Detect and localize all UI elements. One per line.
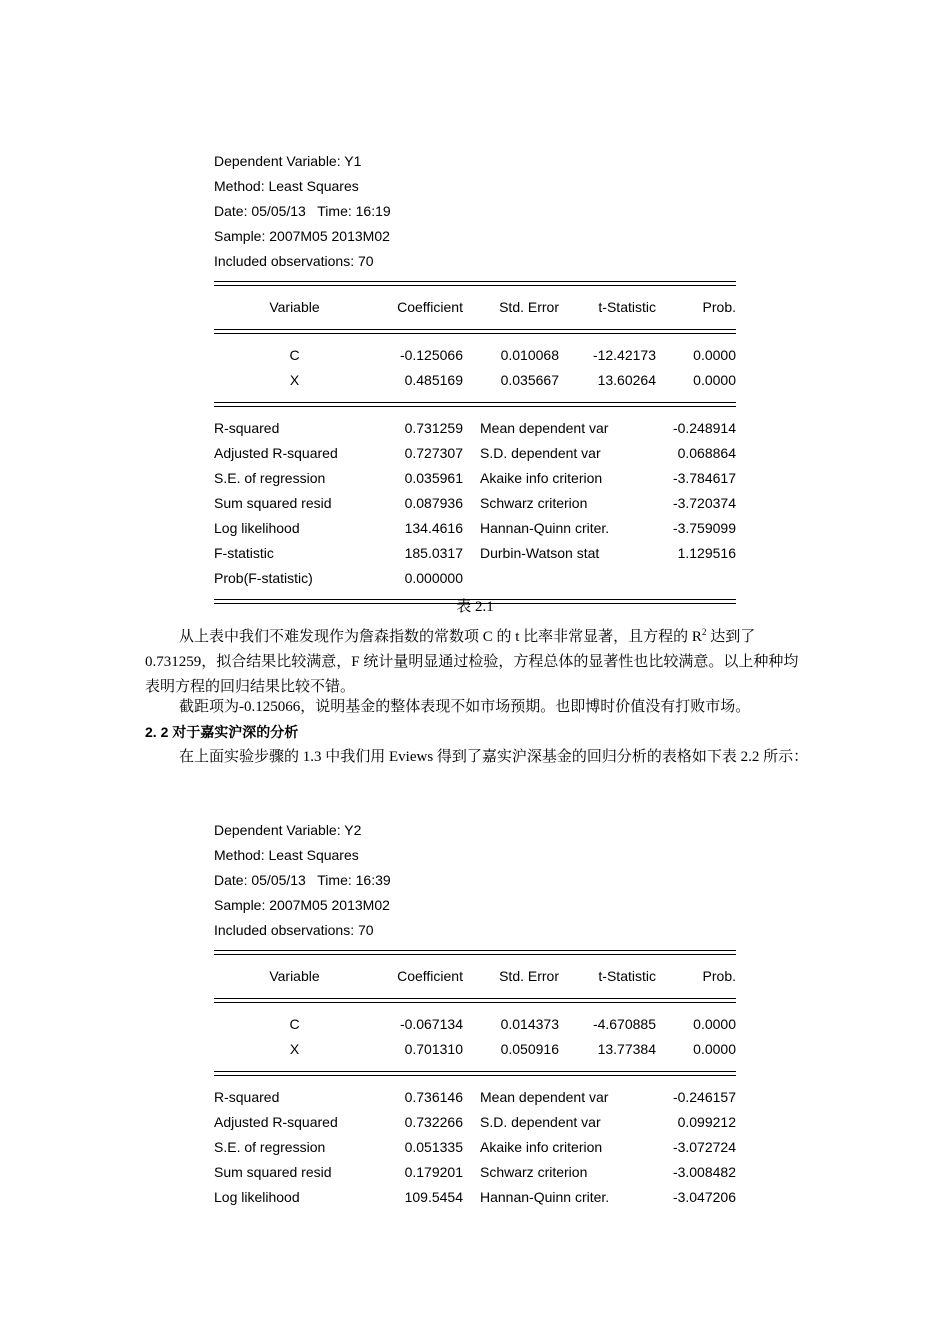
stat-label: S.E. of regression (214, 470, 326, 486)
column-header: Std. Error (499, 299, 559, 315)
stat-label: Adjusted R-squared (214, 445, 338, 461)
regression-table-1 (214, 149, 736, 604)
column-header-row (214, 286, 736, 329)
cell: 0.0000 (693, 1016, 736, 1032)
stat-label: R-squared (214, 420, 280, 436)
paragraph-3: 在上面实验步骤的 1.3 中我们用 Eviews 得到了嘉实沪深基金的回归分析的表格如下表 2.2 所示： (179, 749, 809, 765)
cell: 0.485169 (404, 372, 463, 388)
column-header: Std. Error (499, 968, 559, 984)
column-header: Prob. (702, 299, 736, 315)
stat-label: Akaike info criterion (480, 1139, 603, 1155)
superscript: 2 (701, 627, 707, 637)
stat-value: 0.087936 (404, 495, 463, 511)
stat-value: 0.099212 (677, 1114, 736, 1130)
stat-value (629, 566, 736, 591)
stat-value: -3.784617 (672, 470, 736, 486)
table-header-line: Included observations: 70 (214, 922, 374, 938)
cell: C (289, 347, 300, 363)
stat-label: Mean dependent var (480, 1089, 609, 1105)
paragraph-2: 截距项为-0.125066，说明基金的整体表现不如市场预期。也即博时价值没有打败市场。 (179, 699, 751, 715)
stat-label: Akaike info criterion (480, 470, 603, 486)
cell: 0.035667 (500, 372, 559, 388)
coef-row (214, 368, 736, 402)
cell: 0.010068 (500, 347, 559, 363)
stat-label: S.D. dependent var (480, 445, 601, 461)
stats-grid (214, 407, 736, 591)
stat-label: Hannan-Quinn criter. (480, 1189, 610, 1205)
stat-value: -3.008482 (672, 1164, 736, 1180)
cell: 13.77384 (597, 1041, 656, 1057)
column-header: t-Statistic (598, 968, 656, 984)
stat-value: 0.731259 (404, 420, 463, 436)
column-header: Prob. (702, 968, 736, 984)
stat-value: 0.732266 (404, 1114, 463, 1130)
stat-value: -3.072724 (672, 1139, 736, 1155)
stat-value: 0.068864 (677, 445, 736, 461)
table-header-line: Date: 05/05/13 Time: 16:19 (214, 203, 391, 219)
table-header-line: Included observations: 70 (214, 253, 374, 269)
cell: 0.014373 (500, 1016, 559, 1032)
cell: 0.701310 (404, 1041, 463, 1057)
stat-value: 109.5454 (404, 1189, 463, 1205)
stat-value: -3.720374 (672, 495, 736, 511)
cell: X (289, 1041, 300, 1057)
table-header-line: Date: 05/05/13 Time: 16:39 (214, 872, 391, 888)
section-heading: 2. 2 对于嘉实沪深的分析 (145, 724, 299, 740)
column-header: Coefficient (397, 299, 463, 315)
cell: 0.0000 (693, 1041, 736, 1057)
stat-label: Sum squared resid (214, 495, 332, 511)
stat-value: 0.736146 (404, 1089, 463, 1105)
stat-value: 0.000000 (404, 570, 463, 586)
stat-label: Log likelihood (214, 1189, 300, 1205)
stat-label: S.E. of regression (214, 1139, 326, 1155)
stat-label: S.D. dependent var (480, 1114, 601, 1130)
column-header: Coefficient (397, 968, 463, 984)
cell: -12.42173 (592, 347, 656, 363)
cell: -4.670885 (592, 1016, 656, 1032)
table-header-line: Dependent Variable: Y2 (214, 822, 362, 838)
stat-label: Schwarz criterion (480, 1164, 588, 1180)
stat-label: Mean dependent var (480, 420, 609, 436)
column-header-row (214, 955, 736, 998)
stat-value: 1.129516 (677, 545, 736, 561)
stat-value: 0.179201 (404, 1164, 463, 1180)
stat-value: 0.035961 (404, 470, 463, 486)
column-header: t-Statistic (598, 299, 656, 315)
cell: -0.067134 (399, 1016, 463, 1032)
coef-row (214, 334, 736, 368)
paragraph-1-text-a: 从上表中我们不难发现作为詹森指数的常数项 C 的 t 比率非常显著，且方程的 R (179, 629, 702, 645)
cell: 0.0000 (693, 347, 736, 363)
column-header: Variable (269, 299, 320, 315)
stat-label: Log likelihood (214, 520, 300, 536)
table-header-line: Method: Least Squares (214, 847, 359, 863)
paragraph-1-text-b: 达到了 0.731259，拟合结果比较满意，F 统计量明显通过检验，方程总体的显著性也比较满意。以上种种均表明方程的回归结果比较不错。 (145, 629, 799, 695)
regression-table-2 (214, 818, 736, 1210)
stat-label: F-statistic (214, 545, 274, 561)
column-header: Variable (269, 968, 320, 984)
stat-label: Adjusted R-squared (214, 1114, 338, 1130)
stat-value: -0.248914 (672, 420, 736, 436)
table-header-line: Method: Least Squares (214, 178, 359, 194)
table-caption: 表 2.1 (456, 599, 494, 615)
table-header-line: Dependent Variable: Y1 (214, 153, 362, 169)
cell: -0.125066 (399, 347, 463, 363)
stat-label: Sum squared resid (214, 1164, 332, 1180)
stat-value: -3.759099 (672, 520, 736, 536)
stat-label: Durbin-Watson stat (480, 545, 600, 561)
stat-label: R-squared (214, 1089, 280, 1105)
coef-row (214, 1037, 736, 1071)
stat-label: Hannan-Quinn criter. (480, 520, 610, 536)
coef-row (214, 1003, 736, 1037)
paragraph-1 (145, 620, 810, 700)
stat-label (463, 566, 629, 591)
stat-value: -0.246157 (672, 1089, 736, 1105)
stat-label: Schwarz criterion (480, 495, 588, 511)
cell: 13.60264 (597, 372, 656, 388)
stat-value: 134.4616 (404, 520, 463, 536)
stat-value: 185.0317 (404, 545, 463, 561)
table-header-line: Sample: 2007M05 2013M02 (214, 228, 390, 244)
stat-value: -3.047206 (672, 1189, 736, 1205)
cell: 0.0000 (693, 372, 736, 388)
stat-value: 0.727307 (404, 445, 463, 461)
cell: 0.050916 (500, 1041, 559, 1057)
stats-grid (214, 1076, 736, 1210)
stat-label: Prob(F-statistic) (214, 570, 313, 586)
cell: X (289, 372, 300, 388)
stat-value: 0.051335 (404, 1139, 463, 1155)
table-header-line: Sample: 2007M05 2013M02 (214, 897, 390, 913)
cell: C (289, 1016, 300, 1032)
